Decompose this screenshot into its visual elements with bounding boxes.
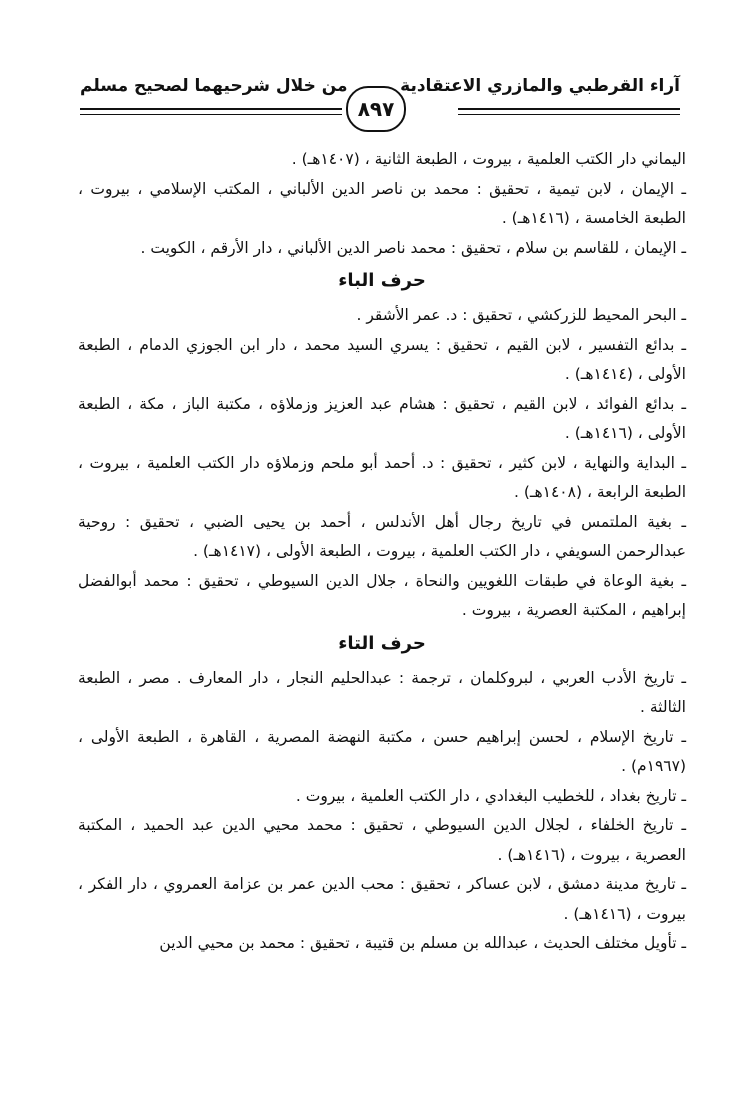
running-header (80, 70, 680, 130)
bibliography-entry: ـ بدائع التفسير ، لابن القيم ، تحقيق : يسري السيد محمد ، دار ابن الجوزي الدمام ، الطبعة الأولى ، (١٤١٤هـ) . (78, 335, 686, 383)
bibliography-entry: ـ الإيمان ، للقاسم بن سلام ، تحقيق : محمد ناصر الدين الألباني ، دار الأرقم ، الكويت . (140, 238, 686, 257)
bibliography-entry: ـ تاريخ الإسلام ، لحسن إبراهيم حسن ، مكتبة النهضة المصرية ، القاهرة ، الطبعة الأولى ، (١٩٦٧م) . (78, 727, 686, 775)
bibliography-entry: اليماني دار الكتب العلمية ، بيروت ، الطبعة الثانية ، (١٤٠٧هـ) . (291, 150, 686, 168)
bibliography-entry: ـ تاريخ بغداد ، للخطيب البغدادي ، دار الكتب العلمية ، بيروت . (295, 786, 686, 805)
page-number: ٨٩٧ (346, 86, 406, 132)
bibliography-entry: ـ البداية والنهاية ، لابن كثير ، تحقيق : د. أحمد أبو ملحم وزملاؤه دار الكتب العلمية ، بيروت ، الطبعة الرابعة ، (١٤٠٨هـ) . (78, 453, 686, 501)
running-subtitle: من خلال شرحيهما لصحيح مسلم (80, 76, 348, 96)
bibliography-list (78, 145, 686, 959)
bibliography-entry: ـ بدائع الفوائد ، لابن القيم ، تحقيق : هشام عبد العزيز وزملاؤه ، مكتبة الباز ، مكة ، الطبعة الأولى ، (١٤١٦هـ) . (78, 394, 686, 442)
bibliography-entry: ـ تاريخ الأدب العربي ، لبروكلمان ، ترجمة : عبدالحليم النجار ، دار المعارف . مصر ، الطبعة الثالثة . (78, 668, 686, 716)
bibliography-entry: ـ الإيمان ، لابن تيمية ، تحقيق : محمد بن ناصر الدين الألباني ، المكتب الإسلامي ، بيروت ، الطبعة الخامسة ، (١٤١٦هـ) . (78, 179, 686, 227)
header-rule (458, 108, 680, 110)
header-rule (458, 114, 680, 115)
header-rule (80, 114, 342, 115)
section-heading: حرف الباء (338, 270, 426, 291)
header-rule (80, 108, 342, 110)
bibliography-entry: ـ بغية الوعاة في طبقات اللغويين والنحاة ، جلال الدين السيوطي ، تحقيق : محمد أبوالفضل إبراهيم ، المكتبة العصرية ، بيروت . (78, 571, 686, 619)
bibliography-entry: ـ تأويل مختلف الحديث ، عبدالله بن مسلم بن قتيبة ، تحقيق : محمد بن محيي الدين (159, 934, 686, 952)
bibliography-entry: ـ تاريخ مدينة دمشق ، لابن عساكر ، تحقيق : محب الدين عمر بن عزامة العمروي ، دار الفكر ، بيروت ، (١٤١٦هـ) . (78, 875, 686, 923)
section-heading: حرف التاء (338, 632, 426, 654)
bibliography-entry: ـ البحر المحيط للزركشي ، تحقيق : د. عمر الأشقر . (356, 306, 686, 324)
bibliography-entry: ـ تاريخ الخلفاء ، لجلال الدين السيوطي ، تحقيق : محمد محيي الدين عبد الحميد ، المكتبة العصرية ، بيروت ، (١٤١٦هـ) . (78, 816, 686, 864)
running-title: آراء القرطبي والمازري الاعتقادية (400, 76, 680, 96)
bibliography-entry: ـ بغية الملتمس في تاريخ رجال أهل الأندلس ، أحمد بن يحيى الضبي ، تحقيق : روحية عبدالرحمن السويفي ، دار الكتب العلمية ، بيروت ، الطبعة الأولى ، (١٤١٧هـ) . (78, 512, 686, 560)
